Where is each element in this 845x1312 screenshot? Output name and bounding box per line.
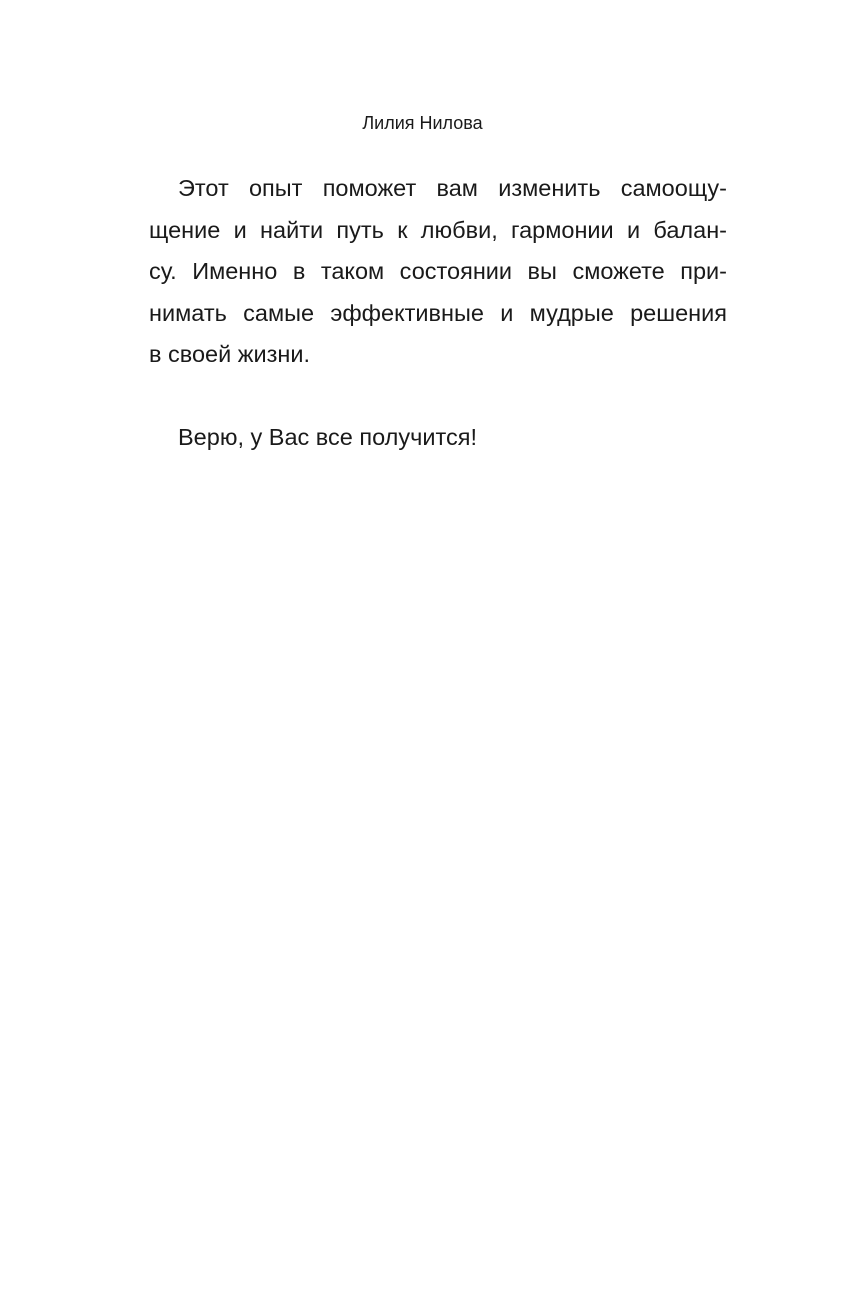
text-line: Верю, у Вас все получится! — [178, 424, 477, 450]
text-line: нимать самые эффективные и мудрые решения — [149, 299, 727, 326]
paragraph-2 — [149, 417, 727, 459]
text-line: су. Именно в таком состоянии вы сможете при- — [149, 258, 727, 284]
page-body — [149, 168, 727, 459]
paragraph-1 — [149, 168, 727, 376]
text-line: щение и найти путь к любви, гармонии и балан- — [149, 216, 727, 243]
running-header-author: Лилия Нилова — [362, 113, 483, 133]
text-line: Этот опыт поможет вам изменить самоощу- — [178, 175, 727, 201]
text-line: в своей жизни. — [149, 341, 311, 367]
